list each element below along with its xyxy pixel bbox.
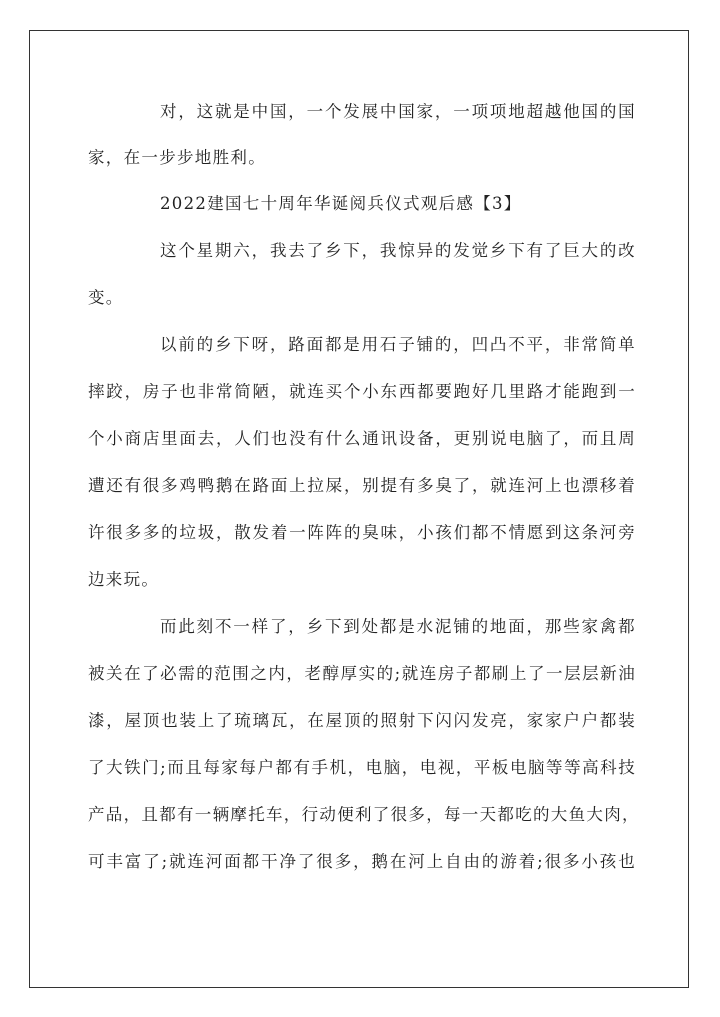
paragraph-line: 家，在一步步地胜利。: [88, 148, 266, 167]
page-border: [29, 30, 689, 988]
paragraph-line: 遭还有很多鸡鸭鹅在路面上拉屎，别提有多臭了，就连河上也漂移着: [88, 476, 636, 495]
paragraph-line: 以前的乡下呀，路面都是用石子铺的，凹凸不平，非常简单: [160, 335, 636, 354]
paragraph-line: 可丰富了;就连河面都干净了很多，鹅在河上自由的游着;很多小孩也: [88, 852, 636, 871]
paragraph-line: 边来玩。: [88, 570, 160, 589]
paragraph-line: 摔跤，房子也非常简陋，就连买个小东西都要跑好几里路才能跑到一: [88, 382, 636, 401]
paragraph-line: 对，这就是中国，一个发展中国家，一项项地超越他国的国: [160, 102, 636, 121]
paragraph-line: 漆，屋顶也装上了琉璃瓦，在屋顶的照射下闪闪发亮，家家户户都装: [88, 711, 636, 730]
paragraph-line: 了大铁门;而且每家每户都有手机，电脑，电视，平板电脑等等高科技: [88, 758, 636, 777]
paragraph-line: 产品，且都有一辆摩托车，行动便利了很多，每一天都吃的大鱼大肉，: [88, 805, 640, 824]
section-heading: 2022建国七十周年华诞阅兵仪式观后感【3】: [160, 194, 522, 213]
paragraph-line: 变。: [88, 288, 124, 307]
paragraph-line: 这个星期六，我去了乡下，我惊异的发觉乡下有了巨大的改: [160, 241, 636, 260]
paragraph-line: 被关在了必需的范围之内，老醇厚实的;就连房子都刷上了一层层新油: [88, 664, 636, 683]
paragraph-line: 许很多多的垃圾，散发着一阵阵的臭味，小孩们都不情愿到这条河旁: [88, 523, 636, 542]
paragraph-line: 个小商店里面去，人们也没有什么通讯设备，更别说电脑了，而且周: [88, 429, 636, 448]
paragraph-line: 而此刻不一样了，乡下到处都是水泥铺的地面，那些家禽都: [160, 617, 636, 636]
